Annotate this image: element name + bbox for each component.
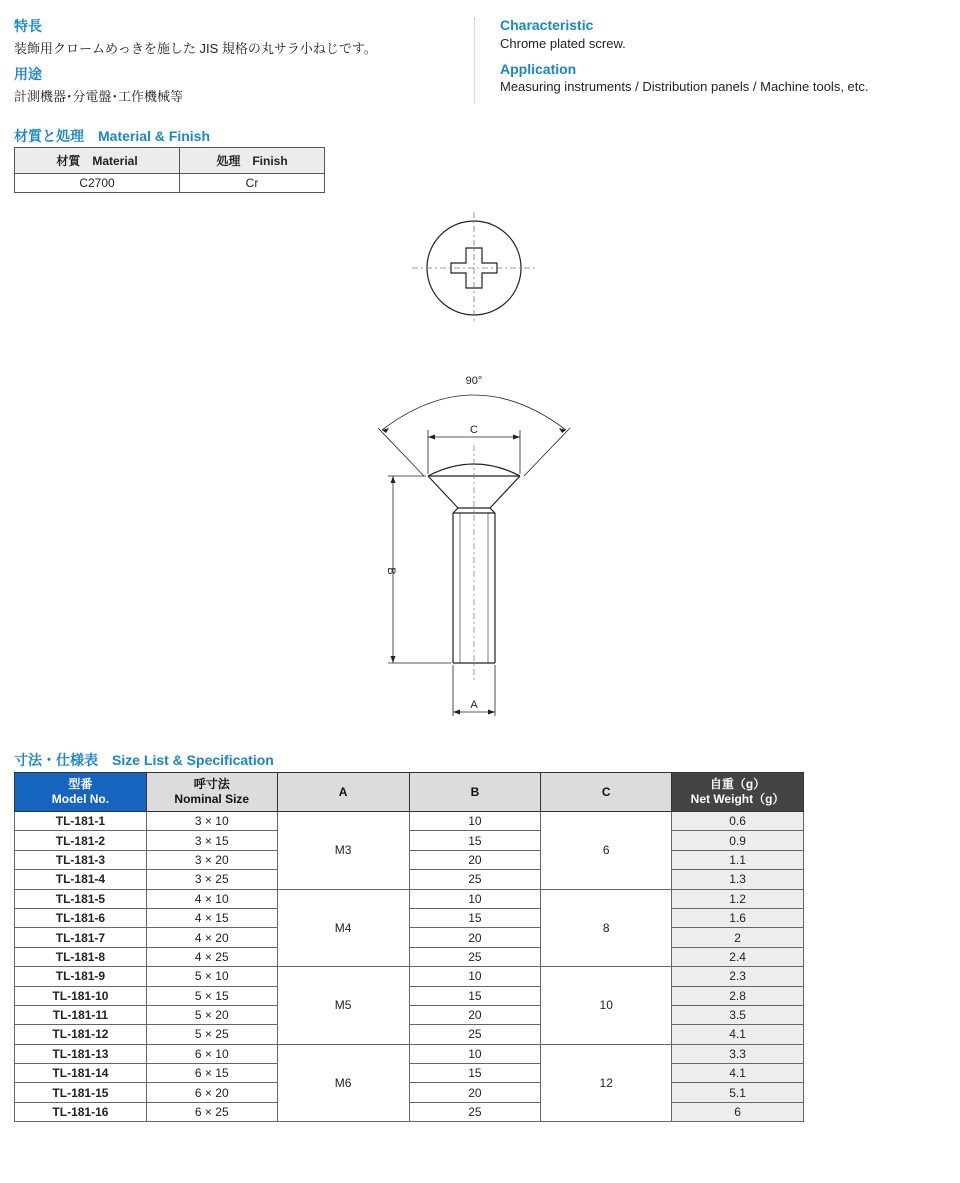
spec-header-row xyxy=(15,773,804,812)
table-row xyxy=(15,1025,804,1044)
size-cell: 3 × 20 xyxy=(146,850,277,869)
model-cell: TL-181-14 xyxy=(15,1064,147,1083)
b-cell: 25 xyxy=(409,1102,541,1121)
weight-cell: 2.8 xyxy=(672,986,804,1005)
weight-cell: 0.6 xyxy=(672,812,804,831)
b-cell: 20 xyxy=(409,850,541,869)
b-cell: 15 xyxy=(409,1064,541,1083)
b-cell: 15 xyxy=(409,831,541,850)
weight-cell: 4.1 xyxy=(672,1025,804,1044)
c-cell: 8 xyxy=(541,889,672,967)
b-cell: 10 xyxy=(409,889,541,908)
angle-label: 90° xyxy=(465,375,483,387)
size-cell: 6 × 20 xyxy=(146,1083,277,1102)
weight-col-header: 自重（g） Net Weight（g） xyxy=(672,773,804,812)
size-cell: 5 × 10 xyxy=(146,967,277,986)
model-cell: TL-181-7 xyxy=(15,928,147,947)
weight-cell: 0.9 xyxy=(672,831,804,850)
table-row xyxy=(15,947,804,966)
screw-side-view xyxy=(428,464,520,663)
model-col-header: 型番 Model No. xyxy=(15,773,147,812)
table-row xyxy=(15,928,804,947)
b-cell: 15 xyxy=(409,908,541,927)
material-value: C2700 xyxy=(15,174,180,193)
size-col-header: 呼寸法 Nominal Size xyxy=(146,773,277,812)
table-row xyxy=(15,1005,804,1024)
b-cell: 25 xyxy=(409,870,541,889)
dim-c-label: C xyxy=(470,424,478,436)
a-cell: M6 xyxy=(277,1044,409,1122)
size-cell: 6 × 15 xyxy=(146,1064,277,1083)
weight-cell: 4.1 xyxy=(672,1064,804,1083)
table-row xyxy=(15,812,804,831)
b-cell: 20 xyxy=(409,1083,541,1102)
spec-heading: 寸法・仕様表 Size List & Specification xyxy=(14,752,274,768)
weight-cell: 6 xyxy=(672,1102,804,1121)
model-cell: TL-181-10 xyxy=(15,986,147,1005)
model-cell: TL-181-12 xyxy=(15,1025,147,1044)
table-row xyxy=(15,967,804,986)
b-col-header: B xyxy=(409,773,541,812)
model-cell: TL-181-9 xyxy=(15,967,147,986)
model-cell: TL-181-16 xyxy=(15,1102,147,1121)
finish-col-header: 処理 Finish xyxy=(180,148,325,174)
a-col-header: A xyxy=(277,773,409,812)
application-heading: Application xyxy=(500,61,577,77)
use-text: 計測機器･分電盤･工作機械等 xyxy=(14,89,184,104)
dim-a-label: A xyxy=(470,699,478,711)
c-cell: 6 xyxy=(541,812,672,890)
size-cell: 4 × 25 xyxy=(146,947,277,966)
table-row xyxy=(15,831,804,850)
weight-cell: 3.3 xyxy=(672,1044,804,1063)
size-cell: 5 × 20 xyxy=(146,1005,277,1024)
table-row xyxy=(15,1064,804,1083)
size-cell: 4 × 10 xyxy=(146,889,277,908)
finish-value: Cr xyxy=(180,174,325,193)
b-cell: 20 xyxy=(409,1005,541,1024)
b-cell: 15 xyxy=(409,986,541,1005)
weight-cell: 5.1 xyxy=(672,1083,804,1102)
model-cell: TL-181-5 xyxy=(15,889,147,908)
b-cell: 20 xyxy=(409,928,541,947)
table-row xyxy=(15,870,804,889)
model-cell: TL-181-8 xyxy=(15,947,147,966)
b-cell: 25 xyxy=(409,1025,541,1044)
size-cell: 5 × 25 xyxy=(146,1025,277,1044)
model-cell: TL-181-6 xyxy=(15,908,147,927)
model-cell: TL-181-15 xyxy=(15,1083,147,1102)
material-heading: 材質と処理 Material & Finish xyxy=(14,128,211,144)
weight-cell: 2 xyxy=(672,928,804,947)
weight-cell: 2.3 xyxy=(672,967,804,986)
use-heading: 用途 xyxy=(14,66,42,82)
feature-heading: 特長 xyxy=(14,18,42,34)
table-row xyxy=(15,986,804,1005)
c-col-header: C xyxy=(541,773,672,812)
size-cell: 4 × 20 xyxy=(146,928,277,947)
table-row xyxy=(15,850,804,869)
table-row xyxy=(15,1102,804,1121)
table-row xyxy=(15,1044,804,1063)
c-cell: 12 xyxy=(541,1044,672,1122)
size-cell: 4 × 15 xyxy=(146,908,277,927)
model-cell: TL-181-13 xyxy=(15,1044,147,1063)
application-text: Measuring instruments / Distribution panels / Machine tools, etc. xyxy=(500,79,869,94)
size-cell: 6 × 25 xyxy=(146,1102,277,1121)
table-row xyxy=(15,889,804,908)
b-cell: 10 xyxy=(409,812,541,831)
material-col-header: 材質 Material xyxy=(15,148,180,174)
a-cell: M5 xyxy=(277,967,409,1045)
model-cell: TL-181-1 xyxy=(15,812,147,831)
size-cell: 3 × 25 xyxy=(146,870,277,889)
weight-cell: 1.2 xyxy=(672,889,804,908)
model-cell: TL-181-3 xyxy=(15,850,147,869)
table-row xyxy=(15,1083,804,1102)
weight-cell: 1.1 xyxy=(672,850,804,869)
feature-text: 装飾用クロームめっきを施した JIS 規格の丸サラ小ねじです。 xyxy=(14,41,377,56)
size-cell: 6 × 10 xyxy=(146,1044,277,1063)
size-cell: 3 × 10 xyxy=(146,812,277,831)
model-cell: TL-181-4 xyxy=(15,870,147,889)
size-cell: 3 × 15 xyxy=(146,831,277,850)
weight-cell: 1.3 xyxy=(672,870,804,889)
b-cell: 25 xyxy=(409,947,541,966)
c-cell: 10 xyxy=(541,967,672,1045)
size-cell: 5 × 15 xyxy=(146,986,277,1005)
model-cell: TL-181-2 xyxy=(15,831,147,850)
weight-cell: 2.4 xyxy=(672,947,804,966)
a-cell: M4 xyxy=(277,889,409,967)
weight-cell: 3.5 xyxy=(672,1005,804,1024)
spec-table xyxy=(14,772,804,1122)
table-row xyxy=(15,908,804,927)
model-cell: TL-181-11 xyxy=(15,1005,147,1024)
characteristic-text: Chrome plated screw. xyxy=(500,36,626,51)
b-cell: 10 xyxy=(409,967,541,986)
b-cell: 10 xyxy=(409,1044,541,1063)
a-cell: M3 xyxy=(277,812,409,890)
weight-cell: 1.6 xyxy=(672,908,804,927)
dim-b-label: B xyxy=(385,567,397,575)
characteristic-heading: Characteristic xyxy=(500,17,594,33)
